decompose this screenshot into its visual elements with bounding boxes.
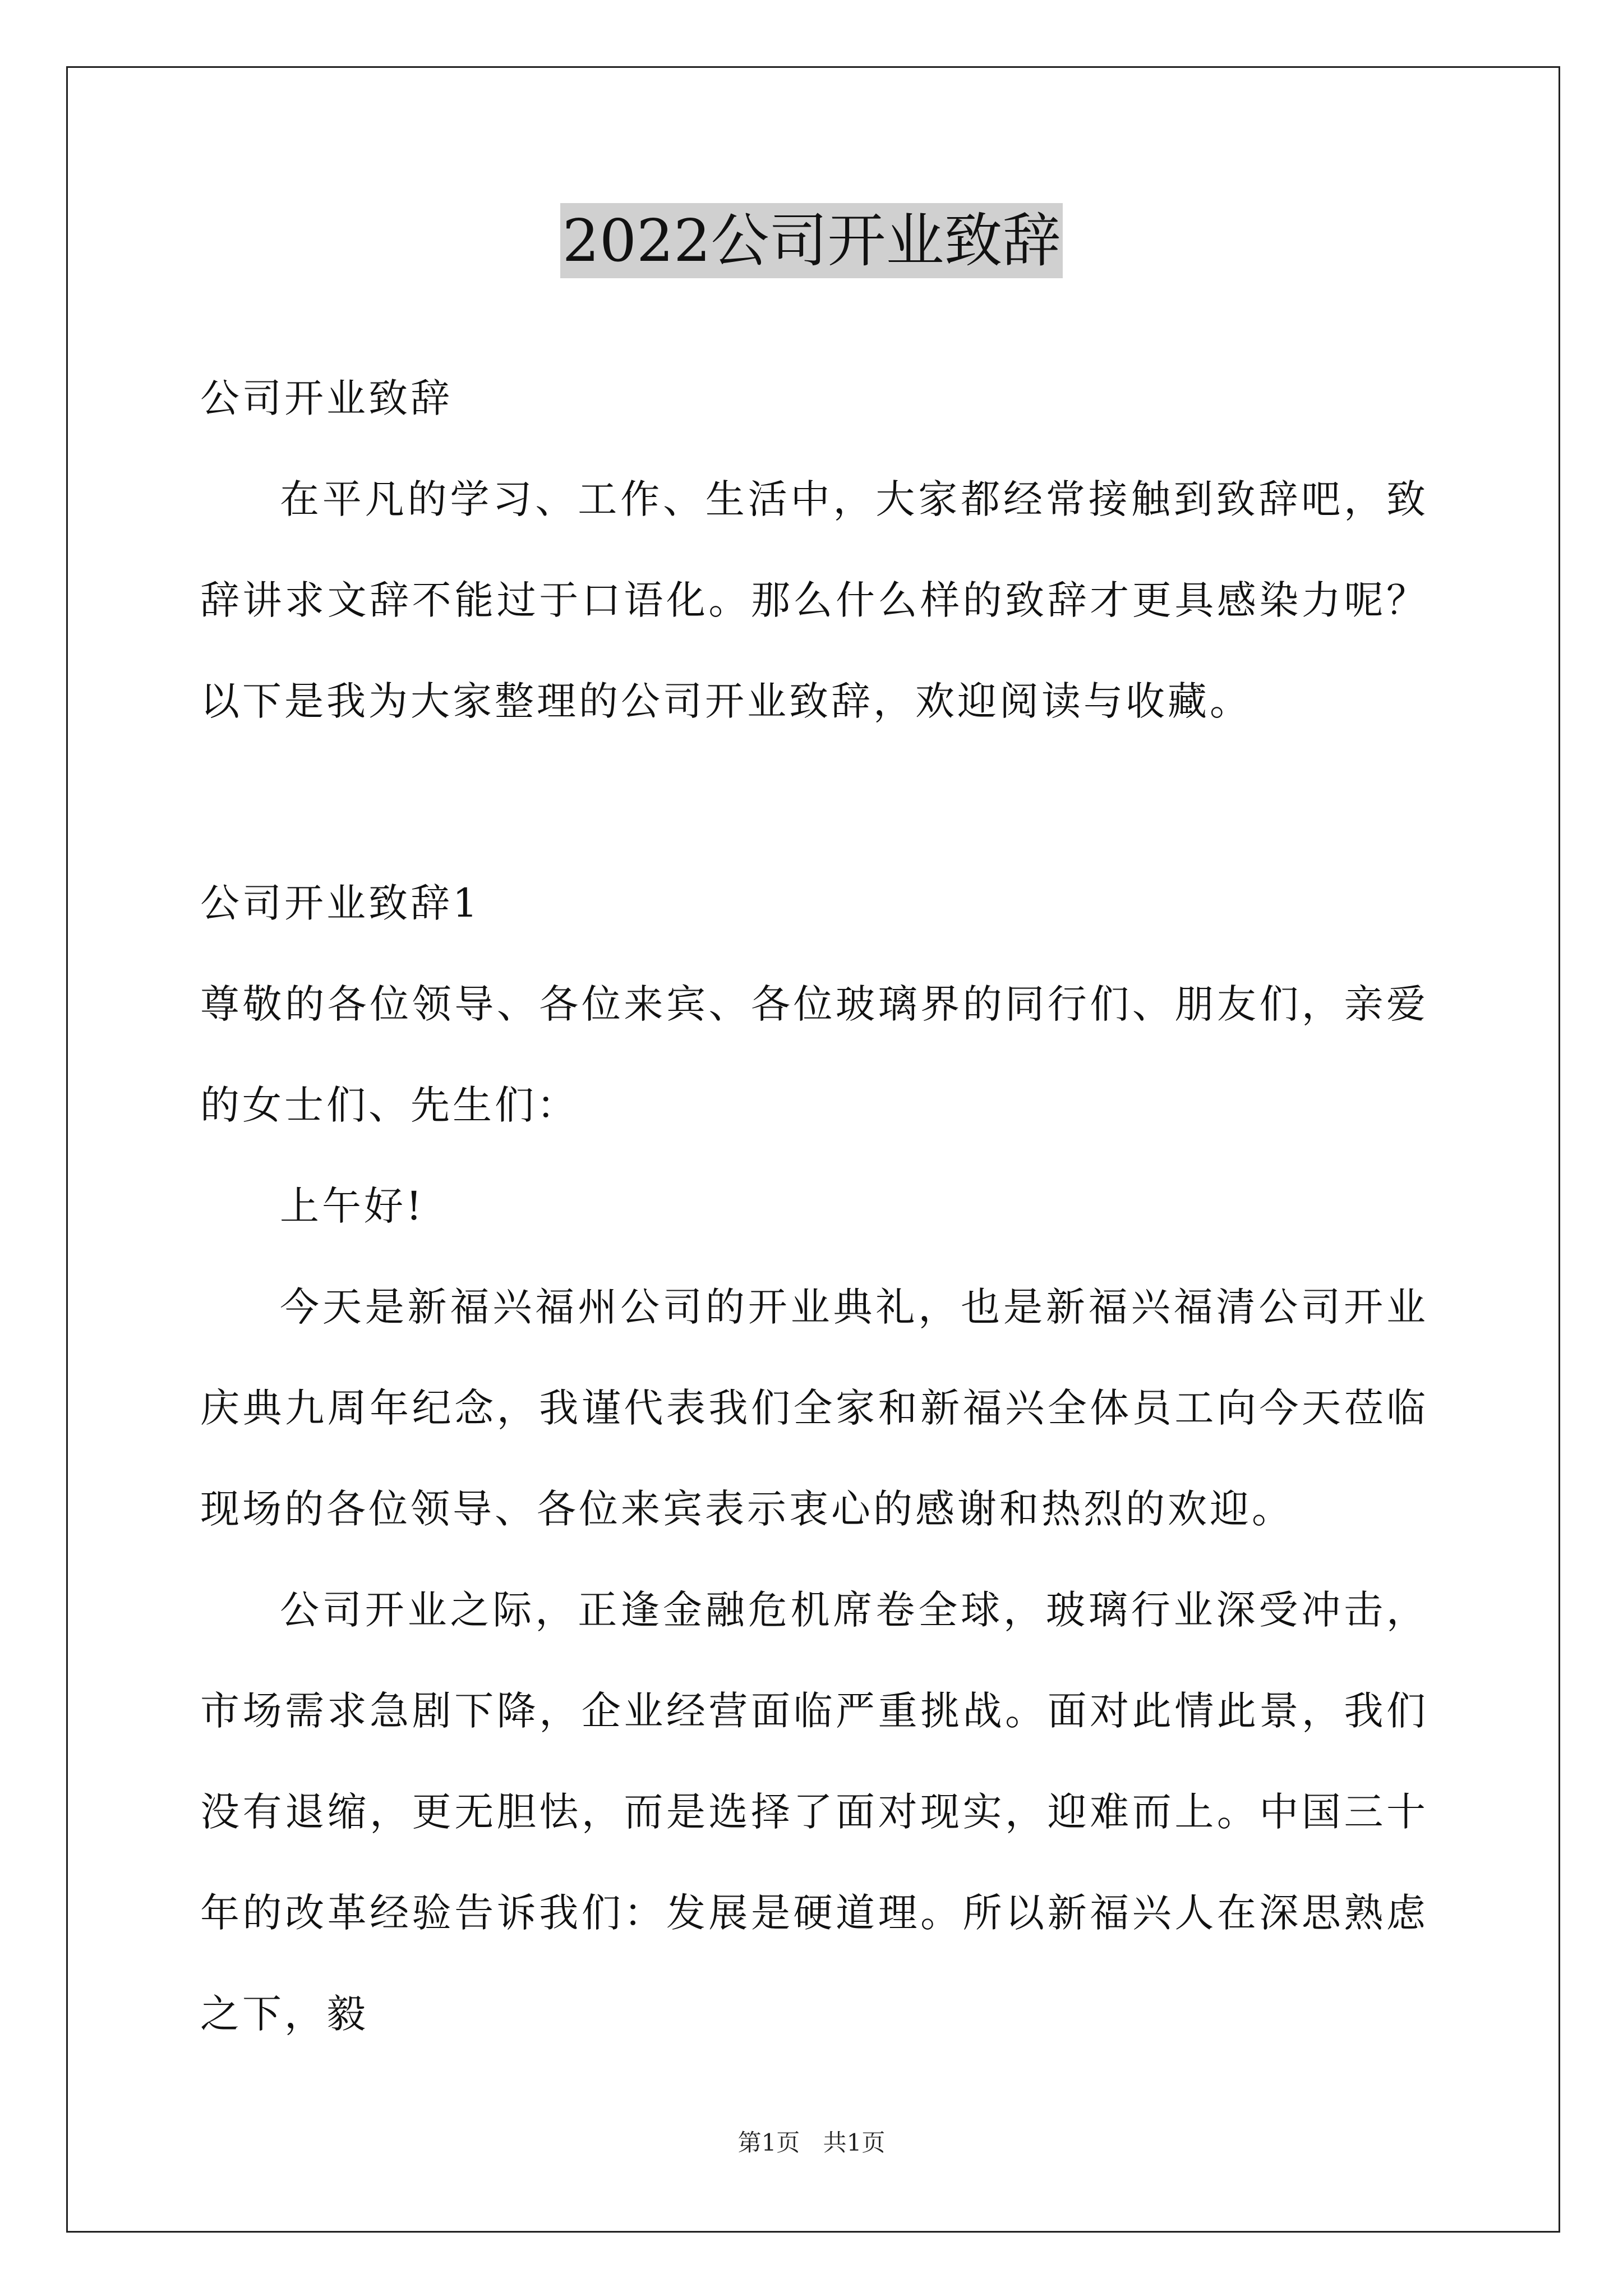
section-heading: 公司开业致辞1: [200, 880, 481, 926]
intro-paragraph: 在平凡的学习、工作、生活中，大家都经常接触到致辞吧，致辞讲求文辞不能过于口语化。那么什么样的致辞才更具感染力呢？以下是我为大家整理的公司开业致辞，欢迎阅读与收藏。: [200, 476, 1428, 724]
page-footer: [0, 2126, 1623, 2160]
title-container: [0, 203, 1623, 278]
document-title: 2022公司开业致辞: [560, 203, 1063, 278]
salutation-paragraph: 尊敬的各位领导、各位来宾、各位玻璃界的同行们、朋友们，亲爱的女士们、先生们：: [200, 981, 1428, 1128]
body-paragraph-1: 今天是新福兴福州公司的开业典礼，也是新福兴福清公司开业庆典九周年纪念，我谨代表我们全家和新福兴全体员工向今天莅临现场的各位领导、各位来宾表示衷心的感谢和热烈的欢迎。: [200, 1284, 1428, 1532]
document-body: [200, 348, 1428, 2064]
subtitle: 公司开业致辞: [200, 375, 453, 421]
body-paragraph-2: 公司开业之际，正逢金融危机席卷全球，玻璃行业深受冲击，市场需求急剧下降，企业经营面临严重挑战。面对此情此景，我们没有退缩，更无胆怯，而是选择了面对现实，迎难而上。中国三十年的改革经验告诉我们：发展是硬道理。所以新福兴人在深思熟虑之下，毅: [200, 1587, 1428, 2037]
page-total: 共1页: [823, 2129, 886, 2156]
page-number: 第1页: [737, 2129, 800, 2156]
greeting-paragraph: 上午好!: [280, 1183, 425, 1229]
